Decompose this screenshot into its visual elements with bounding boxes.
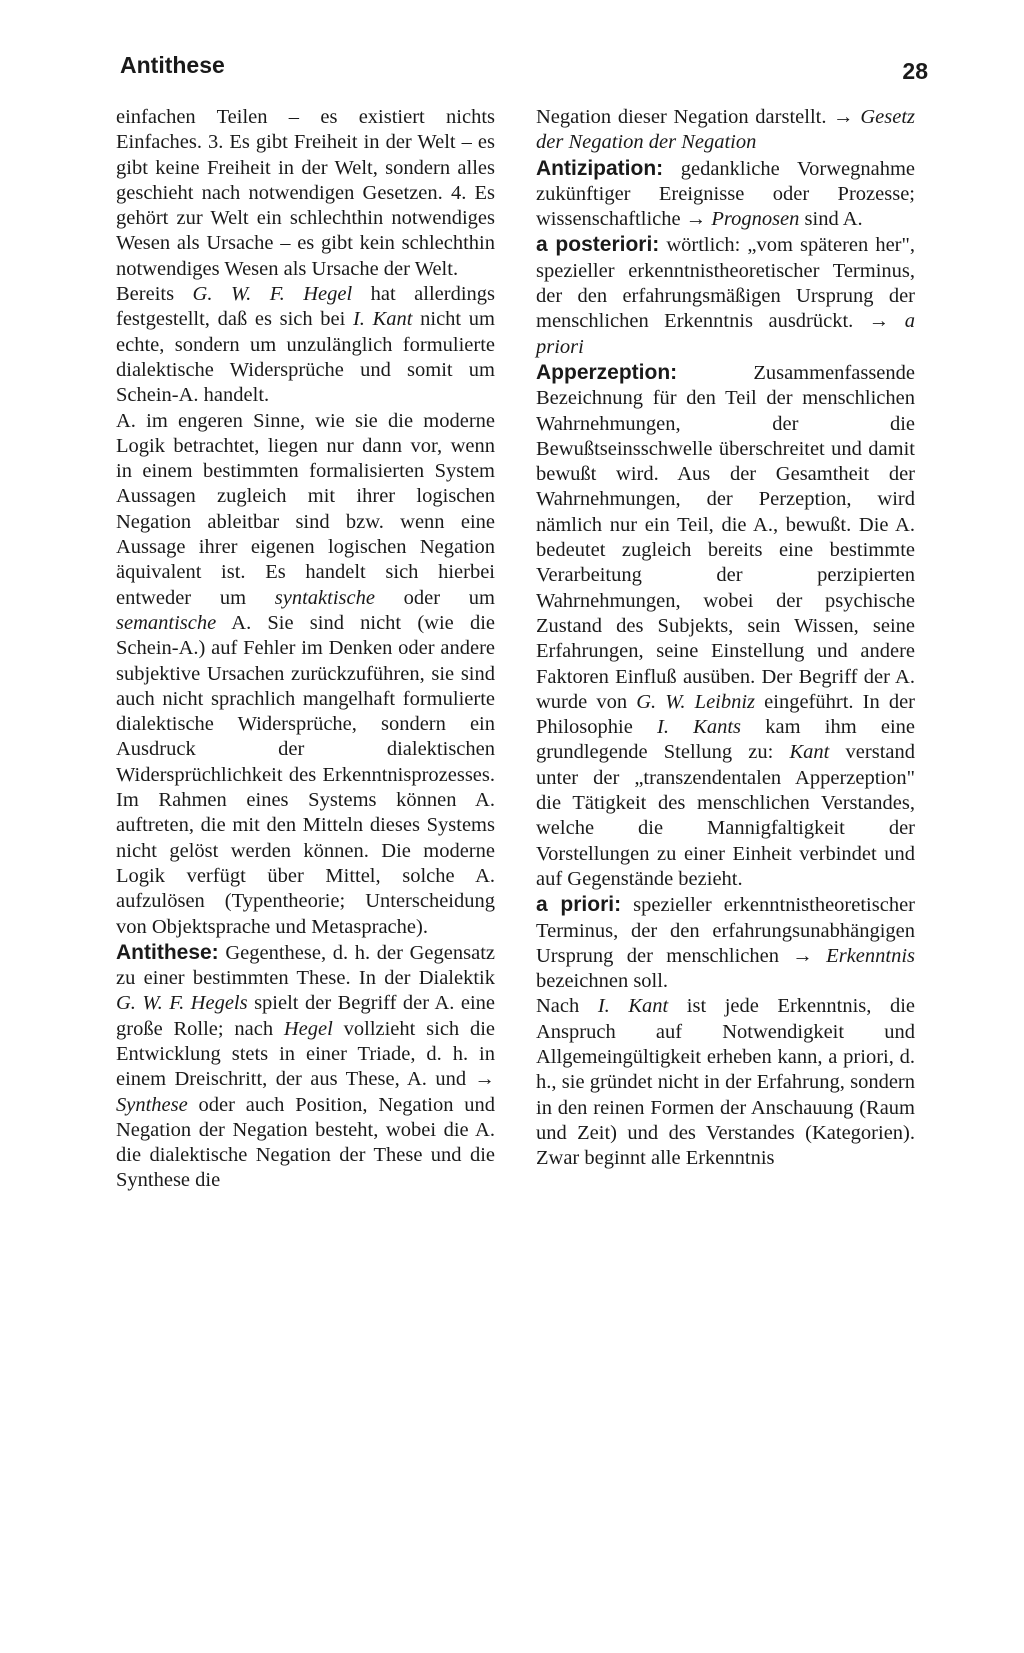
text-run: verstand unter der „transzendentalen Apperzeption" die Tätigkeit des menschlichen Verstandes, welche die Mannigfaltigkeit der Vorstellungen zu einer Einheit verbindet und auf Gegenstände bezieht. bbox=[536, 741, 916, 890]
text-run: Bereits bbox=[116, 283, 193, 306]
cross-reference-arrow-icon: → bbox=[685, 208, 707, 231]
text-run: spielt der Begriff der A. eine große Rolle; nach bbox=[116, 992, 495, 1040]
entry-term: a posteriori: bbox=[536, 233, 660, 257]
text-run: nicht um echte, sondern um unzulänglich formulierte dialektische Widersprüche und somit um Schein-A. handelt. bbox=[116, 308, 495, 407]
cross-reference-link: Synthese bbox=[116, 1093, 188, 1116]
entry-a-posteriori bbox=[536, 232, 915, 359]
entry-term: Apperzeption: bbox=[536, 360, 678, 384]
text-run: kam ihm eine grundlegende Stellung zu: bbox=[536, 716, 915, 764]
italic-name: I. Kant bbox=[352, 308, 413, 331]
entry-apperzeption bbox=[536, 360, 915, 892]
left-column bbox=[116, 105, 495, 1194]
text-run: oder um bbox=[374, 586, 495, 609]
text-run: hat allerdings festgestellt, daß es sich bei bbox=[116, 283, 495, 331]
cross-reference-link: Erkenntnis bbox=[812, 944, 915, 967]
text-run: vollzieht sich die Entwicklung stets in einer Triade, d. h. in einem Dreischritt, der aus These, A. und bbox=[116, 1017, 496, 1091]
paragraph-antithese-continuation bbox=[536, 105, 915, 156]
text-run: gedankliche Vorwegnahme zukünftiger Ereignisse oder Prozesse; wissenschaftliche bbox=[536, 157, 915, 231]
italic-name: Hegel bbox=[283, 1017, 333, 1040]
italic-term: semantische bbox=[116, 611, 217, 634]
italic-name: I. Kant bbox=[597, 995, 669, 1018]
paragraph-antinomie-continuation bbox=[116, 105, 495, 282]
italic-term: syntaktische bbox=[274, 586, 375, 609]
text-run: bezeichnen soll. bbox=[536, 970, 669, 993]
entry-term: a priori: bbox=[536, 893, 622, 917]
text-run: einfachen Teilen – es existiert nichts Einfaches. 3. Es gibt Freiheit in der Welt – es gibt keine Freiheit in der Welt, sondern alles geschieht nach notwendigen Gesetzen. 4. Es gehört zur Welt ein schlechthin notwendiges Wesen als Ursache – es gibt kein schlechthin notwendiges Wesen als Ursache der Welt. bbox=[116, 106, 495, 280]
text-run: sind A. bbox=[799, 208, 863, 231]
entry-antizipation bbox=[536, 156, 915, 233]
entry-a-priori bbox=[536, 892, 915, 994]
text-run: Negation dieser Negation darstellt. bbox=[536, 106, 834, 128]
text-run: spezieller erkenntnistheoretischer Terminus, der den erfahrungsunabhängigen Ursprung der menschlichen bbox=[536, 894, 915, 967]
cross-reference-link: Prognosen bbox=[706, 208, 800, 231]
entry-term: Antizipation: bbox=[536, 156, 664, 180]
right-column bbox=[536, 105, 915, 1171]
cross-reference-link: a priori bbox=[536, 310, 916, 358]
italic-name: Kant bbox=[789, 741, 830, 764]
cross-reference-arrow-icon: → bbox=[833, 106, 854, 128]
paragraph-hegel-kant bbox=[116, 282, 495, 408]
text-run: A. im engeren Sinne, wie sie die moderne Logik betrachtet, liegen nur dann vor, wenn in einem bestimmten formalisierten System Aussagen zugleich mit ihrer logischen Negation ableitbar sind bzw. wenn eine Aussage ihrer eigenen logischen Negation äquivalent ist. Es handelt sich hierbei entweder um bbox=[116, 409, 495, 609]
text-run: eingeführt. In der Philosophie bbox=[536, 690, 915, 739]
text-run: Zusammenfassende Bezeichnung für den Teil der menschlichen Wahrnehmungen, der die Bewußtseinsschwelle überschreitet und damit bewußt wird. Aus der Gesamtheit der Wahrnehmungen, der Perzeption, wird nämlich nur ein Teil, die A., bewußt. Die A. bedeutet zugleich bereits eine bestimmte Verarbeitung der perzipierten Wahrnehmungen, wobei der psychische Zustand des Subjekts, sein Wissen, seine Erfahrungen, seine Einstellung und andere Faktoren Einfluß ausüben. Der Begriff der A. wurde von bbox=[536, 361, 915, 713]
entry-antithese bbox=[116, 940, 495, 1194]
italic-name: G. W. F. Hegel bbox=[192, 283, 353, 306]
text-run: oder auch Position, Negation und Negation der Negation besteht, wobei die A. die dialektische Negation der These und die Synthese die bbox=[116, 1093, 495, 1192]
italic-name: I. Kants bbox=[657, 716, 742, 739]
entry-term: Antithese: bbox=[116, 940, 219, 964]
paragraph-moderne-logik bbox=[116, 409, 495, 940]
cross-reference-arrow-icon: → bbox=[792, 944, 813, 967]
text-run: Gegenthese, d. h. der Gegensatz zu einer bestimmten These. In der Dialektik bbox=[116, 941, 495, 990]
page-header-title: Antithese bbox=[120, 52, 225, 78]
text-run: wörtlich: „vom späteren her", spezieller erkenntnistheoretischer Terminus, der den erfahrungsmäßigen Ursprung der menschlichen Erkenntnis ausdrückt. bbox=[536, 234, 915, 333]
text-run: ist jede Erkenntnis, die Anspruch auf Notwendigkeit und Allgemeingültigkeit erheben kann, a priori, d. h., sie gründet nicht in der Erfahrung, sondern in den reinen Formen der Anschauung (Raum und Zeit) und des Verstandes (Kategorien). Zwar beginnt alle Erkenntnis bbox=[536, 995, 915, 1170]
cross-reference-link: Gesetz der Negation der Negation bbox=[536, 106, 915, 154]
cross-reference-arrow-icon: → bbox=[474, 1068, 495, 1091]
page-number: 28 bbox=[902, 58, 928, 84]
text-run: Nach bbox=[536, 995, 598, 1018]
italic-name: G. W. Leibniz bbox=[636, 690, 756, 713]
paragraph-kant-a-priori bbox=[536, 994, 915, 1171]
cross-reference-arrow-icon: → bbox=[868, 310, 890, 333]
text-run: A. Sie sind nicht (wie die Schein-A.) auf Fehler im Denken oder andere subjektive Ursachen zurückzuführen, sie sind auch nicht sprachlich mangelhaft formulierte dialektische Widersprüche, sondern ein Ausdruck der dialektischen Widersprüchlichkeit des Erkenntnisprozesses. Im Rahmen eines Systems können A. auftreten, die mit den Mitteln dieses Systems nicht gelöst werden können. Die moderne Logik verfügt über Mittel, solche A. aufzulösen (Typentheorie; Unterscheidung von Objektsprache und Metasprache). bbox=[116, 611, 495, 938]
italic-name: G. W. F. Hegels bbox=[116, 992, 248, 1015]
